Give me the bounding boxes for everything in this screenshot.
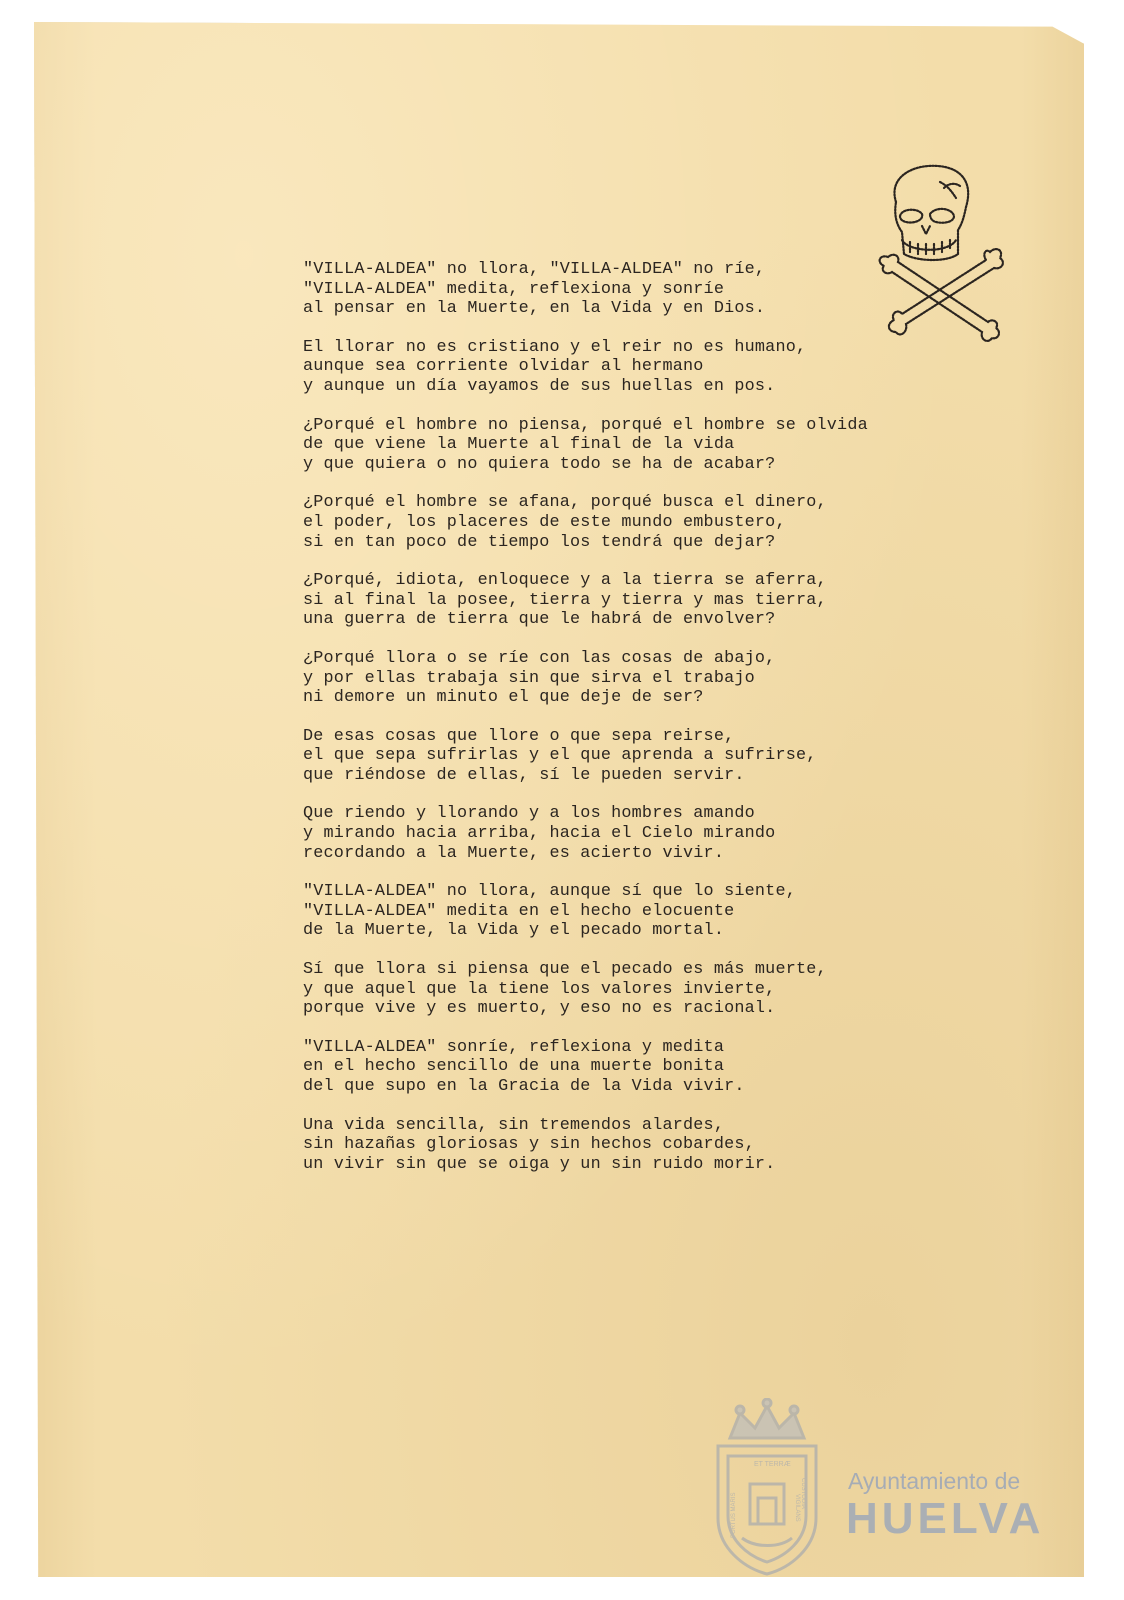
poem-line: "VILLA-ALDEA" medita en el hecho elocuente [303, 901, 735, 921]
poem-line: y que aquel que la tiene los valores invierte, [303, 979, 776, 999]
poem-line: aunque sea corriente olvidar al hermano [303, 357, 704, 377]
poem-line: El llorar no es cristiano y el reir no es humano, [303, 337, 807, 357]
poem-line: ¿Porqué el hombre no piensa, porqué el hombre se olvida [303, 415, 868, 435]
poem-line: de la Muerte, la Vida y el pecado mortal. [303, 921, 725, 941]
poem-line: "VILLA-ALDEA" medita, reflexiona y sonríe [303, 279, 725, 299]
poem-line: si al final la posee, tierra y tierra y mas tierra, [303, 590, 827, 610]
poem-line: en el hecho sencillo de una muerte bonita [303, 1057, 725, 1077]
poem-line: ¿Porqué el hombre se afana, porqué busca el dinero, [303, 493, 827, 513]
watermark-city-name: HUELVA [846, 1494, 1045, 1543]
poem-line: y mirando hacia arriba, hacia el Cielo mirando [303, 824, 776, 844]
poem-line: y por ellas trabaja sin que sirva el trabajo [303, 668, 755, 688]
poem-line: sin hazañas gloriosas y sin hechos cobardes, [303, 1135, 755, 1155]
poem-line: Que riendo y llorando y a los hombres amando [303, 804, 755, 824]
poem-stanza [303, 649, 1003, 708]
poem-line: de que viene la Muerte al final de la vida [303, 435, 735, 455]
poem-line: Sí que llora si piensa que el pecado es más muerte, [303, 960, 827, 980]
poem-stanza [303, 260, 1003, 319]
poem-line: Una vida sencilla, sin tremendos alardes, [303, 1115, 725, 1135]
poem-stanza [303, 1038, 1003, 1097]
poem-line: que riéndose de ellas, sí le pueden servir. [303, 765, 745, 785]
poem-stanza [303, 882, 1003, 941]
seal-motto: CUSTODIA [800, 1478, 806, 1509]
poem-line: De esas cosas que llore o que sepa reirse, [303, 726, 735, 746]
poem-stanza [303, 727, 1003, 786]
poem-line: porque vive y es muerto, y eso no es racional. [303, 999, 776, 1019]
poem-line: ¿Porqué, idiota, enloquece y a la tierra se aferra, [303, 571, 827, 591]
poem-stanza [303, 493, 1003, 552]
poem-line: al pensar en la Muerte, en la Vida y en Dios. [303, 299, 766, 319]
poem-line: un vivir sin que se oiga y un sin ruido morir. [303, 1154, 776, 1174]
poem-line: "VILLA-ALDEA" sonríe, reflexiona y medita [303, 1037, 725, 1057]
poem-line: "VILLA-ALDEA" no llora, aunque sí que lo siente, [303, 882, 796, 902]
poem-stanza [303, 571, 1003, 630]
poem-line: y que quiera o no quiera todo se ha de acabar? [303, 454, 776, 474]
poem-stanza [303, 1116, 1003, 1175]
poem-stanza [303, 416, 1003, 475]
poem-stanza [303, 804, 1003, 863]
poem-body [303, 260, 1003, 1193]
seal-motto: ET TERRÆ [754, 1461, 791, 1468]
seal-motto: PORTUS MARIS [731, 1492, 737, 1538]
poem-line: ¿Porqué llora o se ríe con las cosas de abajo, [303, 648, 776, 668]
poem-stanza [303, 960, 1003, 1019]
poem-line: ni demore un minuto el que deje de ser? [303, 688, 704, 708]
poem-stanza [303, 338, 1003, 397]
seal-motto: VIGILANS [794, 1494, 800, 1522]
poem-line: "VILLA-ALDEA" no llora, "VILLA-ALDEA" no ríe, [303, 260, 766, 279]
poem-line: si en tan poco de tiempo los tendrá que dejar? [303, 532, 776, 552]
poem-line: una guerra de tierra que le habrá de envolver? [303, 610, 776, 630]
watermark-municipality-label: Ayuntamiento de [848, 1468, 1021, 1494]
poem-line: el que sepa sufrirlas y el que aprenda a sufrirse, [303, 746, 817, 766]
poem-line: recordando a la Muerte, es acierto vivir. [303, 843, 725, 863]
poem-line: el poder, los placeres de este mundo embustero, [303, 512, 786, 532]
poem-line: del que supo en la Gracia de la Vida vivir. [303, 1077, 745, 1096]
poem-line: y aunque un día vayamos de sus huellas en pos. [303, 376, 776, 396]
